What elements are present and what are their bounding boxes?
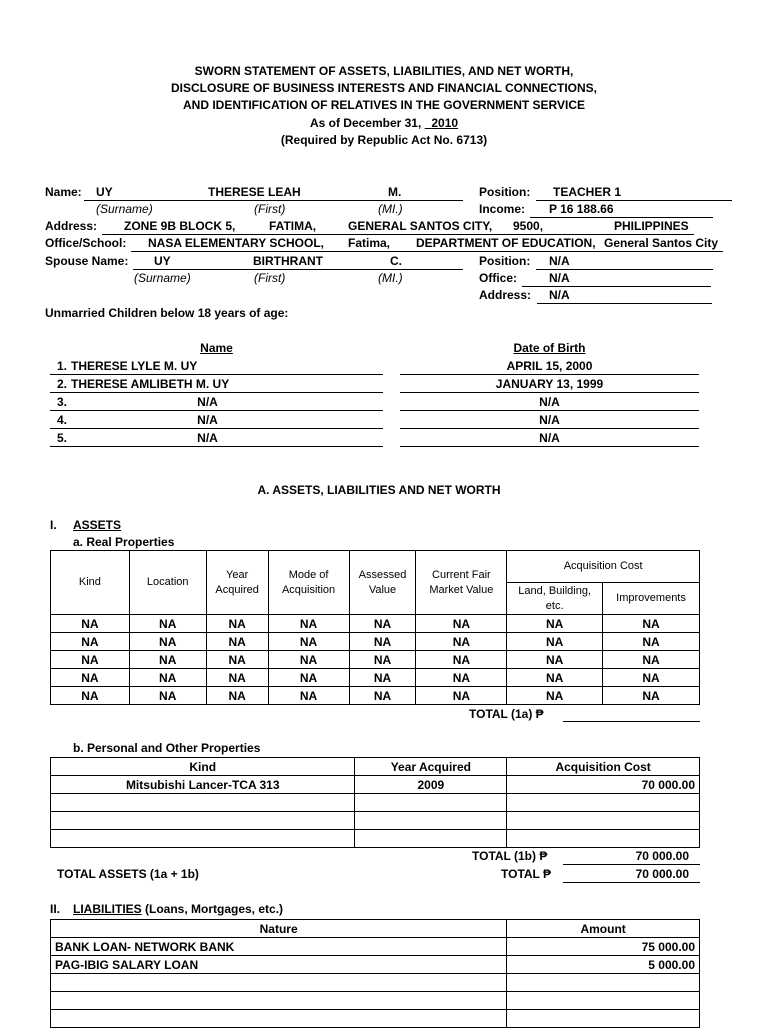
total-assets-value: 70 000.00 <box>635 867 689 881</box>
child-name-underline <box>50 374 383 375</box>
liability-nature <box>51 974 507 992</box>
liability-row <box>51 1010 700 1028</box>
name-underline <box>84 200 463 201</box>
office-part-3: DEPARTMENT OF EDUCATION, <box>416 236 596 250</box>
personal-property-cost <box>507 812 700 830</box>
real-property-cell: NA <box>51 669 130 687</box>
child-name-underline <box>50 392 383 393</box>
position-label: Position: <box>479 185 531 199</box>
real-property-cell: NA <box>206 615 268 633</box>
personal-property-row <box>51 830 700 848</box>
child-number: 3. <box>57 395 68 409</box>
child-dob-underline <box>400 446 699 447</box>
child-dob-underline <box>400 428 699 429</box>
address-underline <box>102 234 694 235</box>
real-property-cell: NA <box>416 687 507 705</box>
liability-amount <box>507 1010 700 1028</box>
real-header-improvements: Improvements <box>603 583 700 615</box>
real-property-cell: NA <box>129 669 206 687</box>
address-label: Address: <box>45 219 98 233</box>
real-property-cell: NA <box>268 687 349 705</box>
liability-amount: 5 000.00 <box>507 956 700 974</box>
total-1a-label: TOTAL (1a) ₱ <box>469 707 544 721</box>
liabilities-header-nature: Nature <box>51 920 507 938</box>
total-assets-underline <box>563 882 700 883</box>
real-property-cell: NA <box>129 687 206 705</box>
title-line-2: DISCLOSURE OF BUSINESS INTERESTS AND FINANCIAL CONNECTIONS, <box>170 81 598 95</box>
liabilities-heading: LIABILITIES <box>73 902 142 916</box>
office-label: Office/School: <box>45 236 127 250</box>
real-header-kind: Kind <box>51 551 130 615</box>
child-dob: JANUARY 13, 1999 <box>495 377 604 391</box>
real-property-cell: NA <box>51 615 130 633</box>
as-of-line <box>0 116 768 130</box>
real-property-cell: NA <box>507 669 603 687</box>
surname-value: UY <box>96 185 113 199</box>
real-property-cell: NA <box>603 633 700 651</box>
personal-property-year <box>355 812 507 830</box>
personal-header-kind: Kind <box>51 758 355 776</box>
spouse-underline <box>133 269 463 270</box>
address-part-5: PHILIPPINES <box>614 219 689 233</box>
income-value: P 16 188.66 <box>549 202 614 216</box>
child-name: N/A <box>197 413 218 427</box>
name-label: Name: <box>45 185 82 199</box>
address-part-2: FATIMA, <box>269 219 317 233</box>
liability-row <box>51 974 700 992</box>
address-part-1: ZONE 9B BLOCK 5, <box>124 219 236 233</box>
assets-heading: ASSETS <box>73 518 122 532</box>
total-label: TOTAL ₱ <box>501 867 552 881</box>
real-property-cell: NA <box>416 615 507 633</box>
personal-property-year <box>355 794 507 812</box>
real-property-cell: NA <box>51 687 130 705</box>
mi-caption: (MI.) <box>378 202 403 216</box>
office-part-2: Fatima, <box>348 236 391 250</box>
child-name: THERESE AMLIBETH M. UY <box>71 377 230 391</box>
children-dob-header: Date of Birth <box>513 341 586 355</box>
real-property-cell: NA <box>129 633 206 651</box>
real-property-cell: NA <box>349 633 416 651</box>
liability-nature: BANK LOAN- NETWORK BANK <box>51 938 507 956</box>
real-property-cell: NA <box>51 633 130 651</box>
total-assets-label: TOTAL ASSETS (1a + 1b) <box>57 867 199 881</box>
real-property-cell: NA <box>206 633 268 651</box>
personal-property-kind <box>51 830 355 848</box>
as-of-prefix: As of December 31, <box>309 116 422 130</box>
spouse-office-value: N/A <box>549 271 570 285</box>
personal-property-kind <box>51 812 355 830</box>
personal-property-cost <box>507 830 700 848</box>
real-property-cell: NA <box>507 615 603 633</box>
spouse-address-value: N/A <box>549 288 570 302</box>
child-dob: APRIL 15, 2000 <box>506 359 593 373</box>
personal-property-cost: 70 000.00 <box>507 776 700 794</box>
real-property-cell: NA <box>268 669 349 687</box>
personal-header-cost: Acquisition Cost <box>507 758 700 776</box>
child-number: 5. <box>57 431 68 445</box>
real-property-row <box>51 633 700 651</box>
real-property-cell: NA <box>507 687 603 705</box>
real-header-assessed: Assessed Value <box>349 551 416 615</box>
real-property-cell: NA <box>349 651 416 669</box>
real-property-cell: NA <box>129 615 206 633</box>
real-header-land: Land, Building, etc. <box>507 583 603 615</box>
real-property-row <box>51 687 700 705</box>
child-name: N/A <box>197 431 218 445</box>
position-value: TEACHER 1 <box>553 185 622 199</box>
child-dob-underline <box>400 410 699 411</box>
spouse-mi-caption: (MI.) <box>378 271 403 285</box>
real-property-cell: NA <box>349 669 416 687</box>
liability-row <box>51 992 700 1010</box>
child-dob-underline <box>400 392 699 393</box>
as-of-year: 2010 <box>431 116 459 130</box>
spouse-surname-value: UY <box>154 254 171 268</box>
child-name-underline <box>50 428 383 429</box>
personal-properties-table <box>50 757 700 848</box>
personal-property-year: 2009 <box>355 776 507 794</box>
total-1b-value: 70 000.00 <box>635 849 689 863</box>
income-underline <box>530 217 713 218</box>
address-part-4: 9500, <box>513 219 544 233</box>
liability-row <box>51 956 700 974</box>
office-part-4: General Santos City <box>604 236 719 250</box>
real-property-cell: NA <box>206 687 268 705</box>
surname-caption: (Surname) <box>96 202 153 216</box>
liabilities-roman: II. <box>50 902 61 916</box>
liability-nature: PAG-IBIG SALARY LOAN <box>51 956 507 974</box>
child-name: THERESE LYLE M. UY <box>71 359 198 373</box>
personal-property-kind: Mitsubishi Lancer-TCA 313 <box>51 776 355 794</box>
real-property-cell: NA <box>603 687 700 705</box>
child-number: 2. <box>57 377 68 391</box>
real-property-cell: NA <box>416 633 507 651</box>
first-name-value: THERESE LEAH <box>208 185 301 199</box>
spouse-position-label: Position: <box>479 254 531 268</box>
real-property-cell: NA <box>206 669 268 687</box>
real-property-row <box>51 669 700 687</box>
spouse-address-label: Address: <box>479 288 532 302</box>
real-property-cell: NA <box>349 615 416 633</box>
real-header-fair-value: Current Fair Market Value <box>416 551 507 615</box>
personal-property-year <box>355 830 507 848</box>
spouse-first-value: BIRTHRANT <box>253 254 323 268</box>
spouse-position-value: N/A <box>549 254 570 268</box>
total-1a-underline <box>563 721 700 722</box>
real-property-cell: NA <box>129 651 206 669</box>
real-header-acquisition-cost: Acquisition Cost <box>507 551 700 583</box>
spouse-office-underline <box>522 286 711 287</box>
real-property-row <box>51 651 700 669</box>
child-dob: N/A <box>539 395 560 409</box>
spouse-label: Spouse Name: <box>45 254 129 268</box>
real-property-row <box>51 615 700 633</box>
spouse-first-caption: (First) <box>254 271 286 285</box>
real-property-cell: NA <box>416 669 507 687</box>
liability-amount <box>507 992 700 1010</box>
personal-property-row <box>51 812 700 830</box>
personal-properties-heading: b. Personal and Other Properties <box>73 741 261 755</box>
address-part-3: GENERAL SANTOS CITY, <box>348 219 493 233</box>
real-property-cell: NA <box>603 651 700 669</box>
liability-amount: 75 000.00 <box>507 938 700 956</box>
real-property-cell: NA <box>349 687 416 705</box>
liability-nature <box>51 992 507 1010</box>
required-line: (Required by Republic Act No. 6713) <box>280 133 488 147</box>
spouse-position-underline <box>536 269 713 270</box>
real-properties-heading: a. Real Properties <box>73 535 175 549</box>
real-property-cell: NA <box>603 615 700 633</box>
office-underline <box>131 251 723 252</box>
spouse-address-underline <box>537 303 712 304</box>
title-line-1: SWORN STATEMENT OF ASSETS, LIABILITIES, AND NET WORTH, <box>194 64 574 78</box>
personal-header-year: Year Acquired <box>355 758 507 776</box>
section-a-heading: A. ASSETS, LIABILITIES AND NET WORTH <box>257 483 501 497</box>
personal-property-cost <box>507 794 700 812</box>
first-caption: (First) <box>254 202 286 216</box>
mi-value: M. <box>388 185 402 199</box>
real-property-cell: NA <box>416 651 507 669</box>
real-header-year: Year Acquired <box>206 551 268 615</box>
real-property-cell: NA <box>268 615 349 633</box>
child-number: 1. <box>57 359 68 373</box>
title-line-3: AND IDENTIFICATION OF RELATIVES IN THE GOVERNMENT SERVICE <box>182 98 586 112</box>
child-dob: N/A <box>539 413 560 427</box>
child-name: N/A <box>197 395 218 409</box>
child-dob-underline <box>400 374 699 375</box>
children-name-header: Name <box>200 341 233 355</box>
liabilities-table <box>50 919 700 1028</box>
liabilities-header-amount: Amount <box>507 920 700 938</box>
real-property-cell: NA <box>507 633 603 651</box>
spouse-mi-value: C. <box>390 254 402 268</box>
child-name-underline <box>50 410 383 411</box>
personal-property-row <box>51 776 700 794</box>
assets-roman: I. <box>50 518 57 532</box>
personal-property-kind <box>51 794 355 812</box>
liabilities-heading-line <box>73 902 283 916</box>
liability-nature <box>51 1010 507 1028</box>
liabilities-heading-suffix: (Loans, Mortgages, etc.) <box>141 902 284 916</box>
total-1b-label: TOTAL (1b) ₱ <box>472 849 548 863</box>
real-property-cell: NA <box>603 669 700 687</box>
real-header-location: Location <box>129 551 206 615</box>
real-property-cell: NA <box>51 651 130 669</box>
child-number: 4. <box>57 413 68 427</box>
liability-row <box>51 938 700 956</box>
spouse-office-label: Office: <box>479 271 518 285</box>
personal-property-row <box>51 794 700 812</box>
position-underline <box>536 200 732 201</box>
real-property-cell: NA <box>268 651 349 669</box>
real-property-cell: NA <box>206 651 268 669</box>
child-name-underline <box>50 446 383 447</box>
total-1b-underline <box>563 864 700 865</box>
real-property-cell: NA <box>507 651 603 669</box>
office-part-1: NASA ELEMENTARY SCHOOL, <box>148 236 325 250</box>
real-properties-table <box>50 550 700 705</box>
liability-amount <box>507 974 700 992</box>
real-property-cell: NA <box>268 633 349 651</box>
children-heading: Unmarried Children below 18 years of age: <box>45 306 289 320</box>
spouse-surname-caption: (Surname) <box>134 271 191 285</box>
income-label: Income: <box>479 202 526 216</box>
real-header-mode: Mode of Acquisition <box>268 551 349 615</box>
child-dob: N/A <box>539 431 560 445</box>
